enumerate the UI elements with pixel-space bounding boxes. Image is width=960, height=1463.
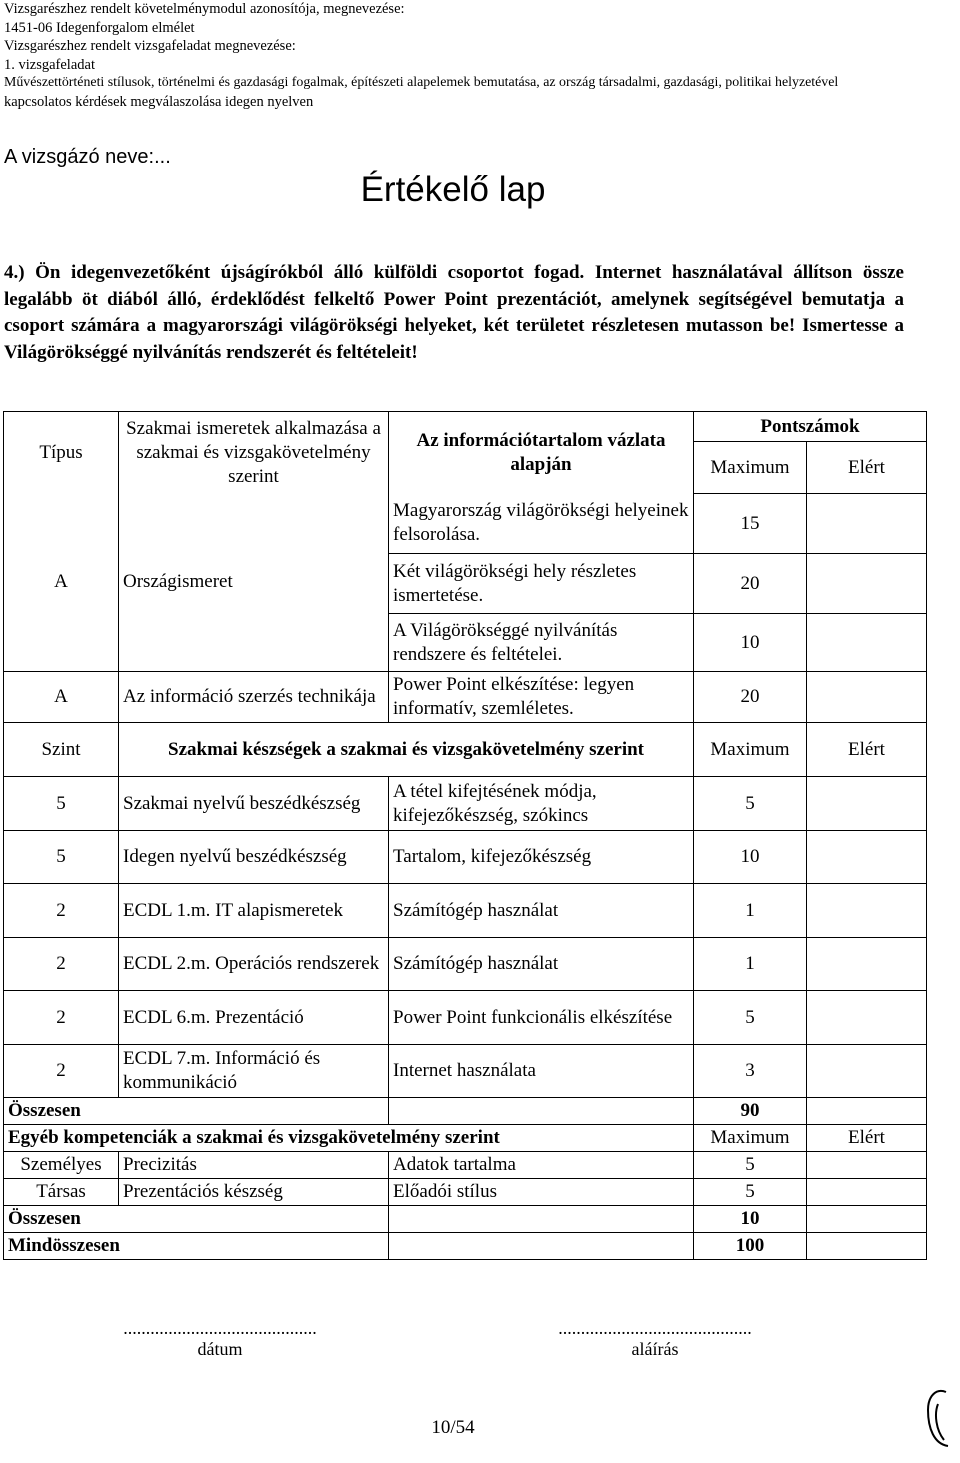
skill-max: 10 xyxy=(694,831,807,884)
achieved-cell[interactable] xyxy=(807,1152,927,1179)
achieved-cell[interactable] xyxy=(807,938,927,991)
knowledge-item: Két világörökségi hely részletes ismertetése. xyxy=(389,554,694,614)
knowledge-item: Power Point elkészítése: legyen informatív, szemléletes. xyxy=(389,672,694,723)
page-number: 10/54 xyxy=(431,1417,475,1438)
col-header-info: Az információtartalom vázlata alapján xyxy=(389,412,694,494)
candidate-name-label: A vizsgázó neve:... xyxy=(4,146,171,168)
skill-desc: Számítógép használat xyxy=(389,938,694,991)
evaluation-table xyxy=(3,411,927,1260)
col-header-maximum: Maximum xyxy=(694,442,807,494)
skill-level: 2 xyxy=(4,991,119,1045)
competence-max: 5 xyxy=(694,1152,807,1179)
empty-cell xyxy=(389,1206,694,1233)
date-field[interactable] xyxy=(88,1318,352,1360)
skill-name: ECDL 7.m. Információ és kommunikáció xyxy=(119,1045,389,1098)
subtotal-label: Összesen xyxy=(4,1098,389,1125)
header-line: 1451-06 Idegenforgalom elmélet xyxy=(4,19,195,36)
skill-level: 2 xyxy=(4,938,119,991)
achieved-cell[interactable] xyxy=(807,831,927,884)
knowledge-area: Országismeret xyxy=(119,494,389,672)
competence-kind: Társas xyxy=(4,1179,119,1206)
skill-name: ECDL 2.m. Operációs rendszerek xyxy=(119,938,389,991)
header-line: 1. vizsgafeladat xyxy=(4,56,95,73)
skill-desc: Internet használata xyxy=(389,1045,694,1098)
skill-level: 2 xyxy=(4,1045,119,1098)
empty-cell xyxy=(389,1098,694,1125)
competence-desc: Adatok tartalma xyxy=(389,1152,694,1179)
skill-level: 5 xyxy=(4,777,119,831)
achieved-cell[interactable] xyxy=(807,884,927,938)
knowledge-type: A xyxy=(4,494,119,672)
signature-field[interactable] xyxy=(523,1318,787,1360)
knowledge-item: A Világörökséggé nyilvánítás rendszere és feltételei. xyxy=(389,614,694,672)
page-title: Értékelő lap xyxy=(360,170,546,209)
achieved-cell[interactable] xyxy=(807,554,927,614)
skill-name: Szakmai nyelvű beszédkészség xyxy=(119,777,389,831)
other-competences-header: Egyéb kompetenciák a szakmai és vizsgakövetelmény szerint xyxy=(4,1125,694,1152)
grand-total-value: 100 xyxy=(694,1233,807,1260)
achieved-cell[interactable] xyxy=(807,1233,927,1260)
achieved-cell[interactable] xyxy=(807,1179,927,1206)
achieved-cell[interactable] xyxy=(807,991,927,1045)
knowledge-item-max: 20 xyxy=(694,672,807,723)
header-line: Vizsgarészhez rendelt vizsgafeladat megnevezése: xyxy=(4,38,296,55)
knowledge-area: Az információ szerzés technikája xyxy=(119,672,389,723)
col-header-knowledge: Szakmai ismeretek alkalmazása a szakmai és vizsgakövetelmény szerint xyxy=(119,412,389,494)
skill-desc: Power Point funkcionális elkészítése xyxy=(389,991,694,1045)
skill-max: 5 xyxy=(694,991,807,1045)
skill-level: 2 xyxy=(4,884,119,938)
initials-scribble-icon xyxy=(918,1384,954,1454)
skill-desc: Tartalom, kifejezőkészség xyxy=(389,831,694,884)
date-label: dátum xyxy=(197,1339,243,1359)
skill-desc: Számítógép használat xyxy=(389,884,694,938)
subtotal-value: 90 xyxy=(694,1098,807,1125)
col-header-achieved: Elért xyxy=(807,442,927,494)
task-description: 4.) Ön idegenvezetőként újságírókból álló külföldi csoportot fogad. Internet használatával állítson össze legalább öt diából álló, érdeklődést felkeltő Power Point prezentációt, amelynek segítségével bemutatja a csoport számára a magyarországi világörökségi helyeket, két területet részletesen mutasson be! Ismertesse a Világörökséggé nyilvánítás rendszerét és feltételeit! xyxy=(4,262,904,363)
col-header-achieved: Elért xyxy=(807,723,927,777)
achieved-cell[interactable] xyxy=(807,1098,927,1125)
grand-total-label: Mindösszesen xyxy=(4,1233,389,1260)
header-line: kapcsolatos kérdések megválaszolása idegen nyelven xyxy=(4,93,314,110)
col-header-achieved: Elért xyxy=(807,1125,927,1152)
header-line: Művészettörténeti stílusok, történelmi és gazdasági fogalmak, építészeti alapelemek bemutatása, az ország társadalmi, gazdasági, politikai helyzetével xyxy=(4,75,839,91)
knowledge-item-max: 10 xyxy=(694,614,807,672)
competence-name: Prezentációs készség xyxy=(119,1179,389,1206)
header-line: Vizsgarészhez rendelt követelménymodul azonosítója, megnevezése: xyxy=(4,1,405,17)
skill-max: 1 xyxy=(694,938,807,991)
knowledge-item-max: 20 xyxy=(694,554,807,614)
skill-desc: A tétel kifejtésének módja, kifejezőkészség, szókincs xyxy=(389,777,694,831)
document-header xyxy=(4,0,838,112)
skill-name: Idegen nyelvű beszédkészség xyxy=(119,831,389,884)
skill-level: 5 xyxy=(4,831,119,884)
date-dots: ........................................... xyxy=(123,1318,317,1338)
skill-name: ECDL 6.m. Prezentáció xyxy=(119,991,389,1045)
achieved-cell[interactable] xyxy=(807,672,927,723)
achieved-cell[interactable] xyxy=(807,494,927,554)
competence-name: Precizitás xyxy=(119,1152,389,1179)
signature-label: aláírás xyxy=(631,1339,679,1359)
skill-name: ECDL 1.m. IT alapismeretek xyxy=(119,884,389,938)
knowledge-item: Magyarország világörökségi helyeinek felsorolása. xyxy=(389,494,694,554)
knowledge-item-max: 15 xyxy=(694,494,807,554)
skill-max: 3 xyxy=(694,1045,807,1098)
col-header-maximum: Maximum xyxy=(694,1125,807,1152)
col-header-level: Szint xyxy=(4,723,119,777)
achieved-cell[interactable] xyxy=(807,614,927,672)
subtotal-value: 10 xyxy=(694,1206,807,1233)
skills-header: Szakmai készségek a szakmai és vizsgakövetelmény szerint xyxy=(119,723,694,777)
skill-max: 5 xyxy=(694,777,807,831)
knowledge-type: A xyxy=(4,672,119,723)
empty-cell xyxy=(389,1233,694,1260)
competence-kind: Személyes xyxy=(4,1152,119,1179)
achieved-cell[interactable] xyxy=(807,1045,927,1098)
competence-desc: Előadói stílus xyxy=(389,1179,694,1206)
skill-max: 1 xyxy=(694,884,807,938)
col-header-maximum: Maximum xyxy=(694,723,807,777)
achieved-cell[interactable] xyxy=(807,777,927,831)
col-header-points: Pontszámok xyxy=(694,412,927,442)
achieved-cell[interactable] xyxy=(807,1206,927,1233)
col-header-type: Típus xyxy=(4,412,119,494)
competence-max: 5 xyxy=(694,1179,807,1206)
subtotal-label: Összesen xyxy=(4,1206,389,1233)
signature-dots: ........................................... xyxy=(558,1318,752,1338)
